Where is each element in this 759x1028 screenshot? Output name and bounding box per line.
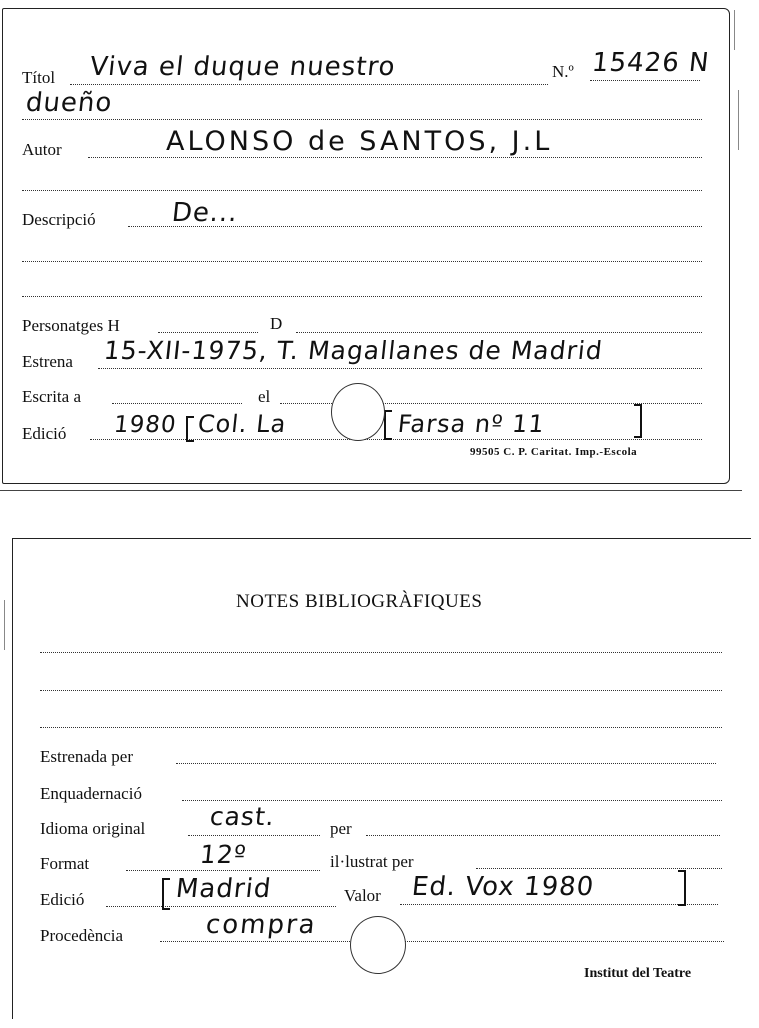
idioma-label: Idioma original — [40, 819, 146, 838]
el-label: el — [258, 387, 271, 406]
personatges-d-line — [296, 332, 702, 333]
notes-line — [40, 727, 722, 728]
blank-line — [22, 190, 702, 191]
notes-line — [40, 690, 722, 691]
open-bracket — [162, 878, 170, 910]
punch-hole — [331, 383, 385, 441]
personatges-label: Personatges H — [22, 316, 120, 335]
procedencia-label: Procedència — [40, 926, 124, 945]
descripcio-label: Descripció — [22, 210, 96, 229]
edicio-label: Edició — [22, 424, 67, 443]
enquadernacio-label: Enquadernació — [40, 784, 142, 803]
format-value: 12º — [198, 840, 249, 869]
numero-value: 15426 N — [590, 48, 712, 78]
notes-title: NOTES BIBLIOGRÀFIQUES — [236, 591, 483, 612]
estrenada-line — [176, 763, 716, 764]
per-label: per — [330, 819, 352, 838]
autor-label: Autor — [22, 140, 62, 159]
edicio-line — [90, 439, 702, 440]
blank-line — [22, 296, 702, 297]
valor-line — [400, 904, 718, 905]
blank-line — [22, 261, 702, 262]
format-line — [126, 870, 320, 871]
escrita-label: Escrita a — [22, 387, 81, 406]
titol-value-2: dueño — [24, 88, 114, 118]
numero-line — [590, 80, 700, 81]
edicio-value-coleccio: Col. La — [196, 410, 288, 438]
format-label: Format — [40, 854, 90, 873]
per-line — [366, 835, 720, 836]
estrenada-label: Estrenada per — [40, 747, 133, 766]
valor-label: Valor — [344, 886, 381, 905]
open-bracket — [384, 410, 392, 440]
procedencia-value: compra — [204, 910, 319, 940]
idioma-line — [188, 835, 320, 836]
edicio-label: Edició — [40, 890, 85, 909]
close-bracket — [678, 870, 686, 906]
autor-value: ALONSO de SANTOS, J.L — [166, 126, 553, 157]
scan-artifact — [4, 600, 5, 650]
personatges-d-label: D — [270, 314, 283, 333]
procedencia-line — [160, 941, 724, 942]
titol-line — [70, 84, 548, 85]
card-divider — [0, 490, 742, 491]
estrena-label: Estrena — [22, 352, 73, 371]
valor-value: Ed. Vox 1980 — [410, 872, 596, 902]
estrena-value: 15-XII-1975, T. Magallanes de Madrid — [102, 336, 605, 365]
titol-value: Viva el duque nuestro — [88, 52, 398, 82]
open-bracket — [186, 416, 194, 442]
idioma-value: cast. — [208, 802, 277, 831]
autor-line — [88, 157, 702, 158]
enquadernacio-line — [182, 800, 722, 801]
scan-artifact — [738, 90, 739, 150]
edicio-value-farsa: Farsa nº 11 — [396, 410, 547, 438]
scan-artifact — [734, 10, 735, 50]
estrena-line — [98, 368, 702, 369]
titol-line-2 — [22, 119, 702, 120]
punch-hole — [350, 916, 406, 974]
descripcio-value: De... — [170, 198, 240, 228]
edicio-value-year: 1980 — [112, 412, 178, 438]
personatges-h-line — [158, 332, 258, 333]
illustrat-line — [476, 868, 722, 869]
edicio-line — [106, 906, 336, 907]
printer-imprint: 99505 C. P. Caritat. Imp.-Escola — [470, 446, 638, 458]
close-bracket — [634, 404, 642, 438]
titol-label: Títol — [22, 68, 56, 87]
illustrat-label: il·lustrat per — [330, 852, 414, 871]
numero-label: N.º — [552, 62, 574, 81]
notes-line — [40, 652, 722, 653]
institut-stamp: Institut del Teatre — [584, 966, 692, 981]
edicio-value: Madrid — [174, 874, 273, 904]
escrita-line — [112, 403, 242, 404]
